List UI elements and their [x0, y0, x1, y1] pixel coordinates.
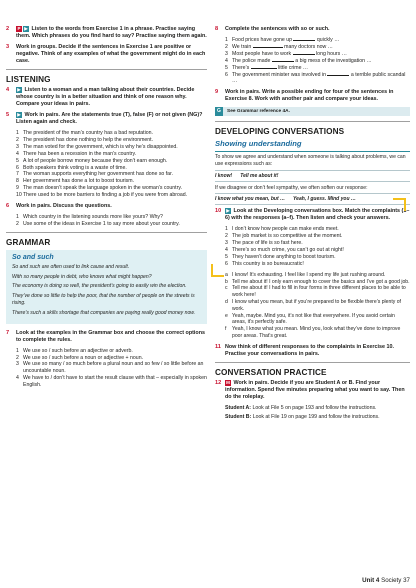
mediation-icon: M [226, 379, 230, 385]
box-title-showing-understanding: Showing understanding [215, 139, 302, 149]
page-footer [362, 577, 410, 584]
section-divider [6, 232, 207, 233]
expression: Yeah, I guess. Mind you … [293, 196, 356, 203]
audio-play-icon[interactable]: ▶ [17, 87, 21, 92]
answer-blank[interactable] [327, 72, 349, 76]
exercise-10-responses [225, 272, 410, 340]
pronunciation-icon: P [17, 26, 21, 31]
expression: I know what you mean, but … [215, 196, 286, 203]
student-a-instruction: Student A: Look at File 5 on page 193 and follow the instructions. [225, 404, 377, 411]
decorative-corner [211, 264, 224, 277]
list-item: 3 Most people have to work long hours … [225, 50, 347, 57]
expression: Tell me about it! [240, 172, 279, 179]
list-item: 1 Food prices have gone up quickly … [225, 37, 340, 43]
exercise-3 [6, 44, 207, 65]
exercise-7 [6, 330, 207, 344]
exercise-10-complaints [225, 226, 410, 267]
grammar-box [6, 250, 207, 324]
response-item: a I know! It’s exhausting. I feel like I spend my life just rushing around. [225, 271, 386, 278]
student-b-instruction: Student B: Look at File 19 on page 199 and follow the instructions. [225, 413, 380, 420]
decorative-corner [393, 198, 406, 211]
exercise-8-items [225, 37, 410, 85]
expression: I know! [215, 172, 233, 179]
response-item: f Yeah, I know what you mean. Mind you, look what they’ve done to improve poor areas. That’s great. [225, 326, 401, 340]
box-divider [215, 151, 410, 152]
answer-blank[interactable] [251, 65, 277, 69]
exercise-12 [215, 380, 410, 401]
exercise-number: 6 [6, 203, 10, 210]
unit-label: Unit 4 [362, 577, 380, 584]
grammar-box-text: So and such are often used to link cause and result. [12, 263, 130, 270]
answer-blank[interactable] [253, 44, 283, 48]
exercise-5-items [16, 130, 207, 199]
grammar-reference-link[interactable] [215, 107, 410, 116]
exercise-instruction: Work in pairs. Write a possible ending for four of the sentences in Exercise 8. Work with another pair and compare your ideas. [225, 89, 394, 103]
section-heading-grammar: GRAMMAR [6, 237, 51, 247]
list-item: 2 Use some of the ideas in Exercise 1 to say more about your country. [16, 220, 180, 227]
exercise-instruction: Listen to the words from Exercise 1 in a phrase. Practise saying them. Which phrases do you find hard to say? Practise saying them again. [16, 26, 207, 39]
section-heading-listening: LISTENING [6, 75, 51, 84]
list-item: 4 We have to / don’t have to start the result clause with that – especially in spoken English. [16, 375, 207, 389]
exercise-2 [6, 26, 207, 40]
exercise-number: 11 [215, 343, 221, 350]
explanation-text: To show we agree and understand when someone is talking about problems, we can use expressions such as: [215, 154, 406, 168]
list-item: 9 The man doesn’t speak the language spoken in the woman’s country. [16, 185, 182, 192]
exercise-6-items [16, 214, 207, 228]
exercise-number: 7 [6, 329, 10, 336]
grammar-reference-text: See Grammar reference 4A. [227, 109, 290, 115]
list-item: 4 There’s so much crime, you can’t go out at night! [225, 247, 344, 254]
section-heading-conversation-practice: CONVERSATION PRACTICE [215, 367, 327, 377]
exercise-instruction: Work in pairs. Are the statements true (T), false (F) or not given (NG)? Listen again and check. [16, 112, 203, 125]
unit-topic: Society [381, 577, 402, 584]
exercise-7-items [16, 348, 207, 389]
list-item: 1 I don’t know how people can make ends meet. [225, 226, 339, 233]
exercise-number: 9 [215, 89, 219, 96]
exercise-instruction: Work in pairs. Discuss the questions. [16, 203, 112, 210]
exercise-instruction: Work in pairs. Decide if you are Student A or B. Find your information. Spend five minutes preparing what you want to say. Then do the roleplay. [225, 379, 405, 400]
list-item: 5 There’s little crime … [225, 64, 309, 71]
section-divider [215, 121, 410, 122]
list-item: 5 They haven’t done anything to boost tourism. [225, 254, 336, 261]
list-item: 1 Which country in the listening sounds more like yours? Why? [16, 214, 163, 221]
exercise-instruction: Work in groups. Decide if the sentences in Exercise 1 are positive or negative. Think of any examples of what the government might do in each case. [16, 44, 206, 64]
grammar-box-example: They’ve done so little to help the poor, that the number of people on the streets is rising. [12, 293, 195, 307]
exercise-5 [6, 112, 207, 126]
audio-play-icon[interactable]: ▶ [226, 208, 230, 214]
expression-list [215, 170, 410, 182]
grammar-reference-icon: G [215, 107, 223, 116]
exercise-instruction: Listen to a woman and a man talking about their countries. Decide whose country is in a better situation and think of one reason why. Compare your ideas in pairs. [16, 87, 195, 107]
right-column [215, 26, 410, 421]
page-number: 37 [403, 577, 410, 584]
list-item: 2 The president has done nothing to help the environment. [16, 136, 154, 143]
exercise-number: 10 [215, 208, 222, 215]
exercise-instruction: Complete the sentences with so or such. [225, 26, 330, 32]
exercise-6 [6, 203, 207, 210]
left-column [6, 26, 207, 393]
list-item: 6 This country is so bureaucratic! [225, 260, 304, 267]
exercise-number: 5 [6, 112, 10, 118]
section-divider [215, 362, 410, 363]
grammar-box-example: The economy is doing so well, the president’s going to easily win the election. [12, 283, 187, 290]
grammar-box-example: There’s such a skills shortage that companies are paying really good money now. [12, 309, 196, 316]
exercise-4 [6, 87, 207, 108]
exercise-instruction: Look at the examples in the Grammar box and choose the correct options to complete the rules. [16, 329, 206, 343]
list-item: 8 Her government has done a lot to boost tourism. [16, 178, 135, 185]
exercise-instruction: Now think of different responses to the complaints in Exercise 10. Practise your conversations in pairs. [225, 343, 394, 357]
list-item: 5 A lot of people borrow money because they don’t earn enough. [16, 157, 168, 164]
explanation-text: If we disagree or don’t feel sympathy, we often soften our response: [215, 184, 368, 191]
expression-list [215, 193, 410, 205]
response-item: c Tell me about it! I had to fill in four forms in three different places to be able to work here! [225, 285, 406, 299]
list-item: 10 There used to be more barriers to finding a job if you were from abroad. [16, 192, 188, 199]
list-item: 2 We train many doctors now … [225, 43, 333, 50]
response-item: e Yeah, maybe. Mind you, it’s not like that everywhere. If you avoid certain areas, it’s perfectly safe. [225, 312, 395, 326]
answer-blank[interactable] [272, 58, 294, 62]
grammar-box-example: With so many people in debt, who knows what might happen? [12, 273, 152, 280]
audio-play-icon[interactable]: ▶ [24, 26, 28, 31]
exercise-instruction: Look at the Developing conversations box. Match the complaints (1–6) with the responses (a–f). Then listen and check your answers. [225, 208, 410, 222]
list-item: 1 We use so / such before an adjective or adverb. [16, 347, 133, 354]
list-item: 2 The job market is so competitive at the moment. [225, 233, 343, 240]
list-item: 6 The government minister was involved in a terrible public scandal … [225, 71, 406, 85]
section-heading-developing-conversations: DEVELOPING CONVERSATIONS [215, 127, 345, 137]
answer-blank[interactable] [293, 51, 315, 55]
exercise-number: 12 [215, 379, 222, 386]
section-divider [6, 69, 207, 70]
list-item: 3 The pace of life is so fast here. [225, 240, 303, 247]
response-item: b Tell me about it! I only earn enough to cover the basics and I’ve got a good job. [225, 278, 410, 285]
audio-play-icon[interactable]: ▶ [17, 112, 21, 117]
list-item: 4 There has been a recession in the man’s country. [16, 150, 137, 157]
list-item: 4 The police made a big mess of the investigation … [225, 57, 372, 64]
response-item: d I know what you mean, but if you’re prepared to be flexible there’s plenty of work. [225, 299, 401, 312]
list-item: 3 The man voted for the government, which is why he’s disappointed. [16, 143, 178, 150]
grammar-box-title: So and such [12, 253, 54, 261]
list-item: 7 The woman supports everything her government has done so far. [16, 171, 173, 178]
exercise-number: 4 [6, 87, 10, 93]
answer-blank[interactable] [293, 37, 315, 41]
list-item: 3 We use so many / so much before a plural noun and so few / so little before an uncountable noun. [16, 361, 204, 375]
list-item: 2 We use so / such before a noun or adjective + noun. [16, 354, 144, 361]
exercise-number: 2 [6, 26, 10, 32]
exercise-11 [215, 344, 410, 358]
exercise-9 [215, 89, 410, 103]
exercise-number: 3 [6, 44, 10, 50]
list-item: 1 The president of the man’s country has a bad reputation. [16, 130, 153, 136]
exercise-10 [215, 208, 410, 222]
exercise-number: 8 [215, 26, 219, 32]
list-item: 6 Both speakers think voting is a waste of time. [16, 164, 127, 171]
exercise-8 [215, 26, 410, 33]
